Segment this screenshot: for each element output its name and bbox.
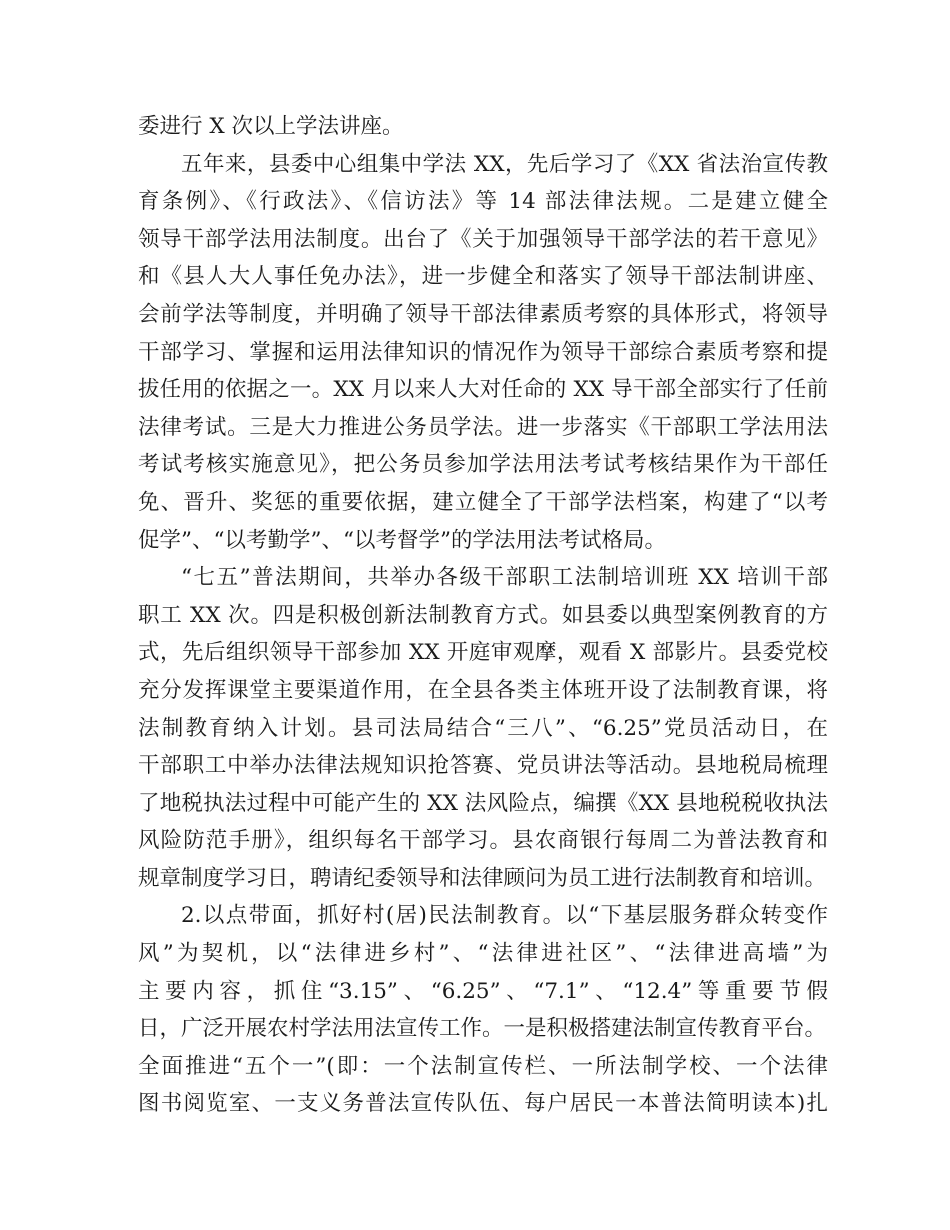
text-line: 图书阅览室、一支义务普法宣传队伍、每户居民一本普法简明读本)扎 [138,1091,828,1117]
document-body [138,108,828,1123]
text-line: 主要内容，抓住“3.15”、“6.25”、“7.1”、“12.4”等重要节假 [138,978,828,1004]
text-line: 风险防范手册》，组织每名干部学习。县农商银行每周二为普法教育和 [138,828,828,854]
text-line: 促学”、“以考勤学”、“以考督学”的学法用法考试格局。 [138,527,666,553]
text-line: 委进行 X 次以上学法讲座。 [138,114,404,139]
text-line: 法制教育纳入计划。县司法局结合“三八”、“6.25”党员活动日，在 [138,715,828,741]
text-line: 领导干部学法用法制度。出台了《关于加强领导干部学法的若干意见》 [138,226,828,252]
text-line: 法律考试。三是大力推进公务员学法。进一步落实《干部职工学法用法 [138,414,828,440]
text-line: 2.以点带面，抓好村(居)民法制教育。以“下基层服务群众转变作 [181,903,828,929]
text-line: 了地税执法过程中可能产生的 XX 法风险点，编撰《XX 县地税税收执法 [138,790,828,816]
text-line: 日，广泛开展农村学法用法宣传工作。一是积极搭建法制宣传教育平台。 [138,1016,827,1042]
text-line: 和《县人大人事任免办法》，进一步健全和落实了领导干部法制讲座、 [138,264,828,290]
text-line: 干部学习、掌握和运用法律知识的情况作为领导干部综合素质考察和提 [138,339,828,365]
text-line: 免、晋升、奖惩的重要依据，建立健全了干部学法档案，构建了“以考 [138,489,828,515]
text-line: 会前学法等制度，并明确了领导干部法律素质考察的具体形式，将领导 [138,301,828,327]
text-line: 全面推进“五个一”(即：一个法制宣传栏、一所法制学校、一个法律 [138,1053,828,1079]
paragraph [138,146,828,560]
text-line: 拔任用的依据之一。XX 月以来人大对任命的 XX 导干部全部实行了任前 [138,377,828,403]
text-line: 职工 XX 次。四是积极创新法制教育方式。如县委以典型案例教育的方 [138,602,828,628]
text-line: 充分发挥课堂主要渠道作用，在全县各类主体班开设了法制教育课，将 [138,677,828,703]
text-line: 育条例》、《行政法》、《信访法》等 14 部法律法规。二是建立健全 [138,189,828,215]
paragraph [138,897,828,1123]
text-line: 规章制度学习日，聘请纪委领导和法律顾问为员工进行法制教育和培训。 [138,865,827,891]
text-line: 五年来，县委中心组集中学法 XX，先后学习了《XX 省法治宣传教 [181,151,828,177]
paragraph [138,108,828,146]
text-line: 干部职工中举办法律法规知识抢答赛、党员讲法等活动。县地税局梳理 [138,753,828,779]
text-line: 风”为契机，以“法律进乡村”、“法律进社区”、“法律进高墙”为 [138,941,828,967]
text-line: 式，先后组织领导干部参加 XX 开庭审观摩，观看 X 部影片。县委党校 [138,640,828,666]
paragraph [138,559,828,897]
text-line: 考试考核实施意见》，把公务员参加学法用法考试考核结果作为干部任 [138,452,828,478]
text-line: “七五”普法期间，共举办各级干部职工法制培训班 XX 培训干部 [181,565,828,591]
